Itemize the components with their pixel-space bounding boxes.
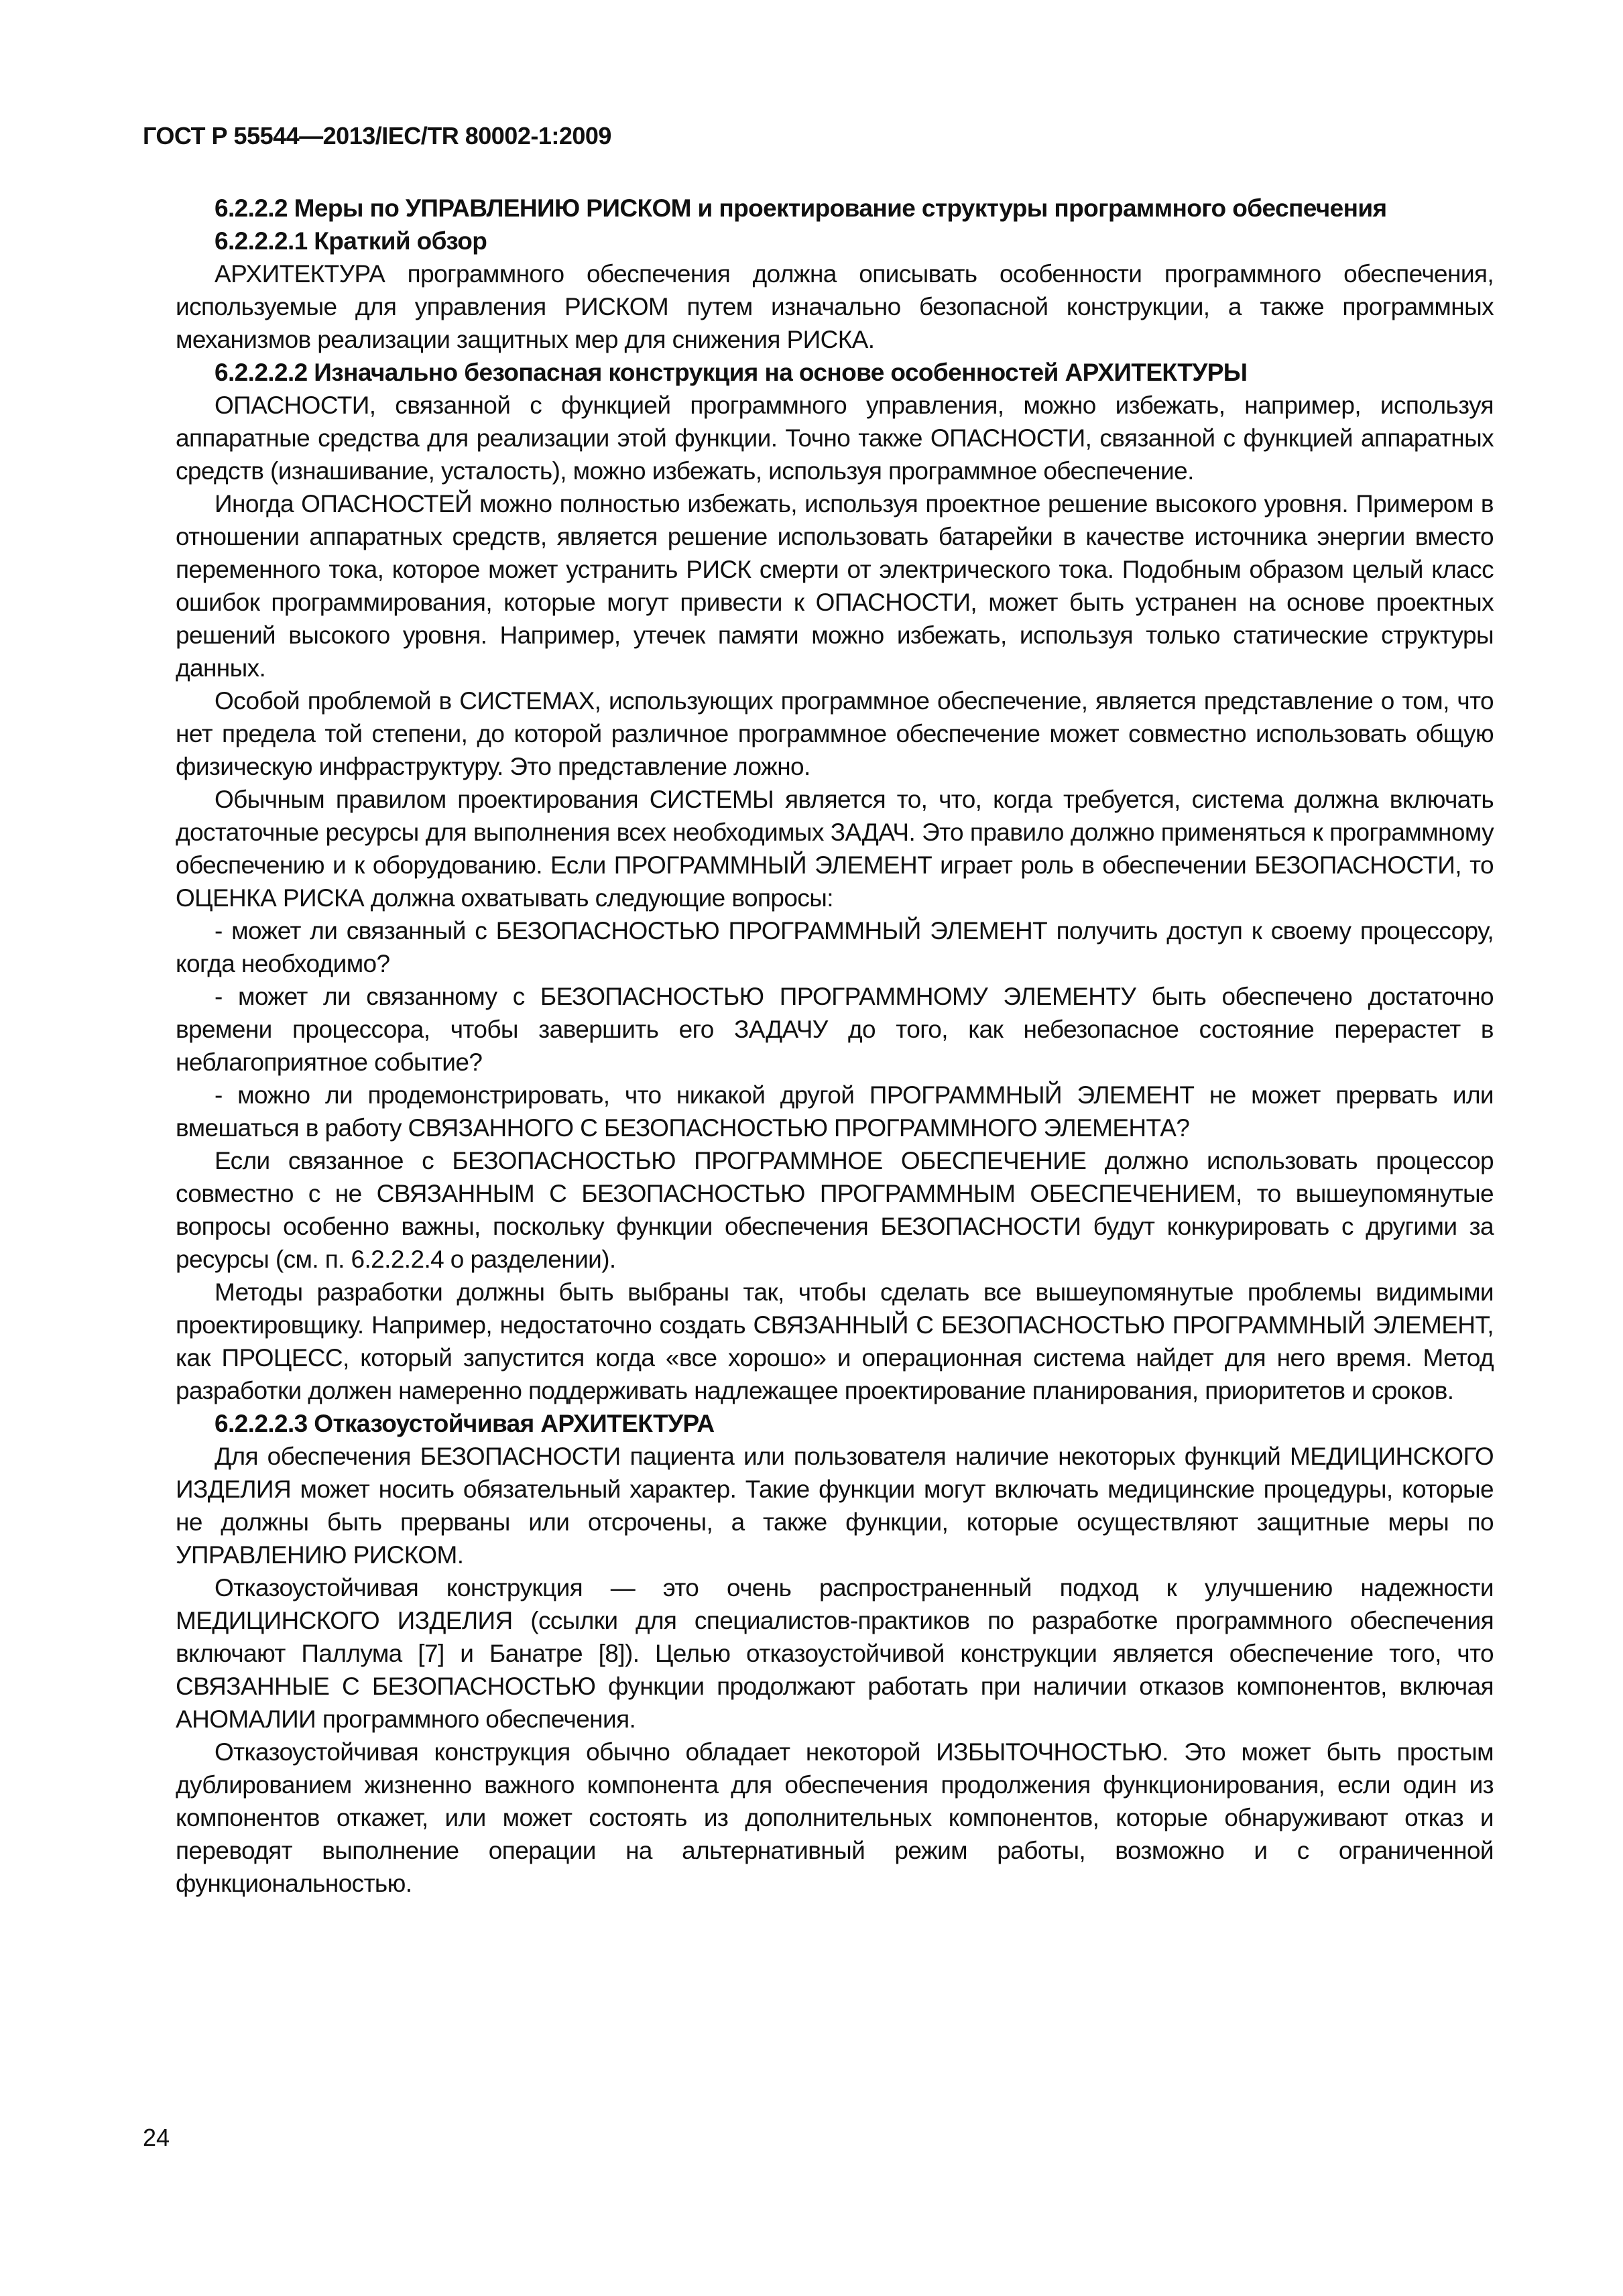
document-body: [176, 192, 1494, 1900]
list-item: - может ли связанному с БЕЗОПАСНОСТЬЮ ПРОГРАММНОМУ ЭЛЕМЕНТУ быть обеспечено достаточно времени процессора, чтобы завершить его ЗАДАЧУ до того, как небезопасное состояние перерастет в неблагоприятное событие?: [176, 983, 1494, 1076]
paragraph: Обычным правилом проектирования СИСТЕМЫ является то, что, когда требуется, система должна включать достаточные ресурсы для выполнения всех необходимых ЗАДАЧ. Это правило должно применяться к программному обеспечению и к оборудованию. Если ПРОГРАММНЫЙ ЭЛЕМЕНТ играет роль в обеспечении БЕЗОПАСНОСТИ, то ОЦЕНКА РИСКА должна охватывать следующие вопросы:: [176, 786, 1494, 912]
paragraph: ОПАСНОСТИ, связанной с функцией программного управления, можно избежать, например, используя аппаратные средства для реализации этой функции. Точно также ОПАСНОСТИ, связанной с функцией аппаратных средств (изнашивание, усталость), можно избежать, используя программное обеспечение.: [176, 391, 1494, 485]
paragraph: АРХИТЕКТУРА программного обеспечения должна описывать особенности программного обеспечения, используемые для управления РИСКОМ путем изначально безопасной конструкции, а также программных механизмов реализации защитных мер для снижения РИСКА.: [176, 260, 1494, 353]
page-number: 24: [143, 2124, 170, 2151]
paragraph: Для обеспечения БЕЗОПАСНОСТИ пациента или пользователя наличие некоторых функций МЕДИЦИНСКОГО ИЗДЕЛИЯ может носить обязательный характер. Такие функции могут включать медицинские процедуры, которые не должны быть прерваны или отсрочены, а также функции, которые осуществляют защитные меры по УПРАВЛЕНИЮ РИСКОМ.: [176, 1443, 1494, 1569]
subsection-heading: 6.2.2.2.2 Изначально безопасная конструкция на основе особенностей АРХИТЕКТУРЫ: [215, 359, 1248, 386]
document-header: ГОСТ Р 55544—2013/IEC/TR 80002-1:2009: [143, 122, 611, 149]
paragraph: Если связанное с БЕЗОПАСНОСТЬЮ ПРОГРАММНОЕ ОБЕСПЕЧЕНИЕ должно использовать процессор совместно с не СВЯЗАННЫМ С БЕЗОПАСНОСТЬЮ ПРОГРАММНЫМ ОБЕСПЕЧЕНИЕМ, то вышеупомянутые вопросы особенно важны, поскольку функции обеспечения БЕЗОПАСНОСТИ будут конкурировать с другими за ресурсы (см. п. 6.2.2.2.4 о разделении).: [176, 1147, 1494, 1273]
section-heading: 6.2.2.2 Меры по УПРАВЛЕНИЮ РИСКОМ и проектирование структуры программного обеспечения: [215, 194, 1387, 222]
paragraph: Методы разработки должны быть выбраны так, чтобы сделать все вышеупомянутые проблемы видимыми проектировщику. Например, недостаточно создать СВЯЗАННЫЙ С БЕЗОПАСНОСТЬЮ ПРОГРАММНЫЙ ЭЛЕМЕНТ, как ПРОЦЕСС, который запустится когда «все хорошо» и операционная система найдет для него время. Метод разработки должен намеренно поддерживать надлежащее проектирование планирования, приоритетов и сроков.: [176, 1278, 1494, 1404]
subsection-heading: 6.2.2.2.3 Отказоустойчивая АРХИТЕКТУРА: [215, 1410, 715, 1437]
paragraph: Особой проблемой в СИСТЕМАХ, использующих программное обеспечение, является представление о том, что нет предела той степени, до которой различное программное обеспечение может совместно использовать общую физическую инфраструктуру. Это представление ложно.: [176, 687, 1494, 780]
list-item: - можно ли продемонстрировать, что никакой другой ПРОГРАММНЫЙ ЭЛЕМЕНТ не может прервать или вмешаться в работу СВЯЗАННОГО С БЕЗОПАСНОСТЬЮ ПРОГРАММНОГО ЭЛЕМЕНТА?: [176, 1081, 1494, 1142]
paragraph: Отказоустойчивая конструкция обычно обладает некоторой ИЗБЫТОЧНОСТЬЮ. Это может быть простым дублированием жизненно важного компонента для обеспечения продолжения функционирования, если один из компонентов откажет, или может состоять из дополнительных компонентов, которые обнаруживают отказ и переводят выполнение операции на альтернативный режим работы, возможно и с ограниченной функциональностью.: [176, 1738, 1494, 1897]
subsection-heading: 6.2.2.2.1 Краткий обзор: [215, 227, 487, 255]
paragraph: Отказоустойчивая конструкция — это очень распространенный подход к улучшению надежности МЕДИЦИНСКОГО ИЗДЕЛИЯ (ссылки для специалистов-практиков по разработке программного обеспечения включают Паллума [7] и Банатре [8]). Целью отказоустойчивой конструкции является обеспечение того, что СВЯЗАННЫЕ С БЕЗОПАСНОСТЬЮ функции продолжают работать при наличии отказов компонентов, включая АНОМАЛИИ программного обеспечения.: [176, 1574, 1494, 1733]
paragraph: Иногда ОПАСНОСТЕЙ можно полностью избежать, используя проектное решение высокого уровня. Примером в отношении аппаратных средств, является решение использовать батарейки в качестве источника энергии вместо переменного тока, которое может устранить РИСК смерти от электрического тока. Подобным образом целый класс ошибок программирования, которые могут привести к ОПАСНОСТИ, может быть устранен на основе проектных решений высокого уровня. Например, утечек памяти можно избежать, используя только статические структуры данных.: [176, 490, 1494, 682]
list-item: - может ли связанный с БЕЗОПАСНОСТЬЮ ПРОГРАММНЫЙ ЭЛЕМЕНТ получить доступ к своему процессору, когда необходимо?: [176, 917, 1494, 977]
